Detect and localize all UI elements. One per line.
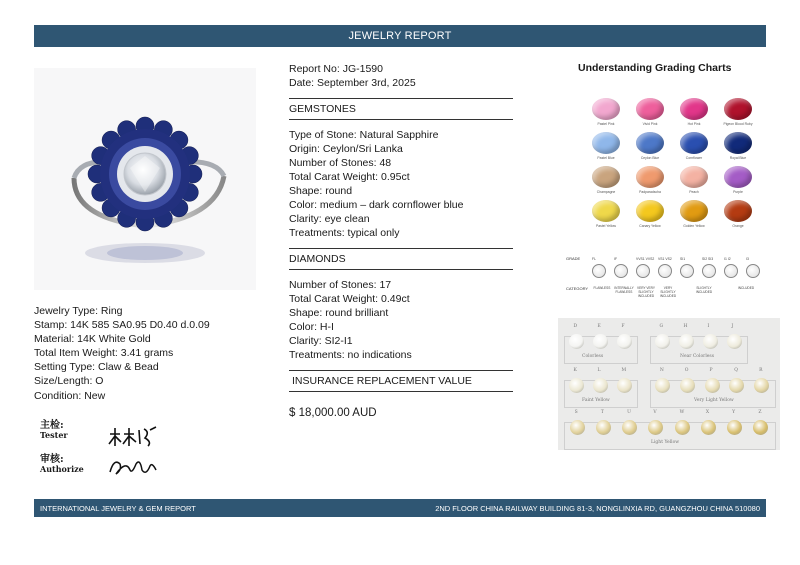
- color-grade-letter: P: [709, 368, 713, 373]
- clarity-diamond-icon: [724, 264, 738, 278]
- clarity-grade: I3: [746, 257, 749, 261]
- color-grade-letter: U: [627, 410, 631, 415]
- color-grade-diamond-icon: [570, 420, 585, 435]
- gemstone-shape: Shape: round: [289, 185, 353, 197]
- gemstones-list: [289, 128, 513, 240]
- color-grade-letter: X: [705, 410, 710, 415]
- color-grade-letter: W: [679, 410, 685, 415]
- gem-label: Cornflower: [685, 156, 703, 160]
- color-grade-letter: I: [707, 324, 710, 329]
- clarity-category: VERY VERY SLIGHTLY INCLUDED: [636, 286, 656, 298]
- gem-stone-icon: [680, 166, 708, 188]
- clarity-diamond-icon: [614, 264, 628, 278]
- color-grade-diamond-icon: [701, 420, 716, 435]
- color-grade-letter: H: [683, 324, 688, 329]
- color-grade-diamond-icon: [569, 378, 584, 393]
- diamond-color-scale-chart: [558, 318, 780, 450]
- color-grade-diamond-icon: [596, 420, 611, 435]
- clarity-diamond-icon: [680, 264, 694, 278]
- diamonds-list: [289, 278, 513, 362]
- color-group-name: Light Yellow: [651, 440, 680, 445]
- color-grade-letter: L: [597, 368, 601, 373]
- gem-stone-icon: [592, 166, 620, 188]
- gem-stone-icon: [592, 132, 620, 154]
- gemstone-count: Number of Stones: 48: [289, 157, 392, 169]
- gem-swatch: [586, 200, 626, 228]
- tester-label-en: Tester: [40, 430, 68, 440]
- gem-stone-icon: [680, 200, 708, 222]
- gem-swatch: [630, 166, 670, 194]
- clarity-grade: I1 I2: [724, 257, 731, 261]
- color-grade-diamond-icon: [617, 334, 632, 349]
- clarity-grade: SI1: [680, 257, 686, 261]
- gemstone-origin: Origin: Ceylon/Sri Lanka: [289, 143, 403, 155]
- gemstone-clarity: Clarity: eye clean: [289, 213, 370, 225]
- gem-label: Hot Pink: [687, 122, 701, 126]
- gem-label: Peach: [689, 190, 699, 194]
- color-group-name: Faint Yellow: [582, 398, 610, 403]
- authorize-label: [40, 450, 84, 474]
- color-grade-letter: J: [731, 324, 734, 329]
- gem-stone-icon: [724, 200, 752, 222]
- clarity-diamond-icon: [658, 264, 672, 278]
- color-grade-letter: D: [573, 324, 578, 329]
- gem-stone-icon: [724, 98, 752, 120]
- color-grade-diamond-icon: [754, 378, 769, 393]
- jewelry-details: [34, 304, 210, 403]
- ring-photo: [34, 68, 256, 290]
- gem-stone-icon: [680, 98, 708, 120]
- insurance-heading: INSURANCE REPLACEMENT VALUE: [289, 370, 513, 392]
- gem-stone-icon: [636, 200, 664, 222]
- gem-label: Canary Yellow: [639, 224, 661, 228]
- gem-label: Pastel Yellow: [596, 224, 616, 228]
- diamond-clarity: Clarity: SI2-I1: [289, 335, 353, 347]
- jewelry-type: Jewelry Type: Ring: [34, 305, 123, 317]
- clarity-grade: IF: [614, 257, 618, 261]
- gem-row: [586, 166, 758, 194]
- gem-label: Pastel Pink: [597, 122, 615, 126]
- color-grade-diamond-icon: [569, 334, 584, 349]
- gem-stone-icon: [636, 98, 664, 120]
- color-grade-diamond-icon: [705, 378, 720, 393]
- color-group-name: Colorless: [582, 354, 604, 359]
- report-date: Date: September 3rd, 2025: [289, 77, 416, 89]
- color-grade-diamond-icon: [679, 334, 694, 349]
- color-grade-letter: Q: [734, 368, 738, 373]
- color-grade-diamond-icon: [655, 378, 670, 393]
- color-grade-diamond-icon: [655, 334, 670, 349]
- gemstone-carat: Total Carat Weight: 0.95ct: [289, 171, 410, 183]
- gem-swatch: [674, 132, 714, 160]
- gem-swatch: [718, 200, 758, 228]
- clarity-grade: SI2 SI3: [702, 257, 714, 261]
- ring-illustration: [34, 68, 256, 290]
- clarity-category-label: CATEGORY: [566, 286, 589, 291]
- clarity-grade: VVS1 VVS2: [636, 257, 655, 261]
- grading-charts-title: Understanding Grading Charts: [578, 62, 732, 74]
- gem-stone-icon: [724, 132, 752, 154]
- gem-color-grid: [586, 98, 766, 234]
- gem-label: Padparadscha: [639, 190, 661, 194]
- clarity-diamond-icon: [746, 264, 760, 278]
- gem-swatch: [586, 166, 626, 194]
- gem-swatch: [718, 166, 758, 194]
- gem-row: [586, 132, 758, 160]
- gem-swatch: [718, 132, 758, 160]
- insurance-value: $ 18,000.00 AUD: [289, 407, 377, 419]
- gem-stone-icon: [724, 166, 752, 188]
- signature-block: [40, 416, 170, 478]
- jewelry-setting: Setting Type: Claw & Bead: [34, 361, 159, 374]
- report-main-column: [289, 62, 513, 420]
- gem-label: Pastel Blue: [597, 156, 615, 160]
- gem-stone-icon: [680, 132, 708, 154]
- report-header-bar: [34, 25, 766, 47]
- diamond-shape: Shape: round brilliant: [289, 307, 389, 319]
- gem-stone-icon: [636, 166, 664, 188]
- report-title: JEWELRY REPORT: [348, 30, 452, 42]
- tester-label-cn: 主检:: [40, 420, 64, 431]
- authorize-label-en: Authorize: [40, 464, 84, 474]
- color-group-name: Very Light Yellow: [694, 398, 734, 403]
- color-grade-letter: V: [653, 410, 657, 415]
- color-grade-diamond-icon: [593, 378, 608, 393]
- report-number: Report No: JG-1590: [289, 63, 383, 75]
- gem-label: Royal Blue: [729, 156, 747, 160]
- gem-row: [586, 200, 758, 228]
- gem-label: Golden Yellow: [683, 224, 705, 228]
- gem-swatch: [630, 200, 670, 228]
- color-grade-diamond-icon: [593, 334, 608, 349]
- clarity-category: SLIGHTLY INCLUDED: [695, 286, 713, 294]
- clarity-category: FLAWLESS: [593, 286, 611, 290]
- jewelry-condition: Condition: New: [34, 389, 106, 402]
- diamond-treatments: Treatments: no indications: [289, 349, 412, 361]
- gem-swatch: [674, 166, 714, 194]
- color-grade-letter: Z: [758, 410, 762, 415]
- clarity-category: VERY SLIGHTLY INCLUDED: [659, 286, 677, 298]
- color-grade-letter: G: [659, 324, 664, 329]
- clarity-grade-label: GRADE: [566, 256, 581, 261]
- gemstone-type: Type of Stone: Natural Sapphire: [289, 129, 439, 141]
- color-grade-diamond-icon: [703, 334, 718, 349]
- color-grade-diamond-icon: [727, 334, 742, 349]
- jewelry-stamp: Stamp: 14K 585 SA0.95 D0.40 d.0.09: [34, 319, 210, 332]
- color-group-name: Near Colorless: [680, 354, 715, 359]
- diamond-color: Color: H-I: [289, 321, 334, 333]
- gem-stone-icon: [592, 200, 620, 222]
- handwritten-signatures: [106, 424, 166, 478]
- diamond-carat: Total Carat Weight: 0.49ct: [289, 293, 410, 305]
- footer-address: 2ND FLOOR CHINA RAILWAY BUILDING 81-3, NONGLINXIA RD, GUANGZHOU CHINA 510080: [435, 503, 760, 513]
- footer-organization: INTERNATIONAL JEWELRY & GEM REPORT: [40, 503, 196, 513]
- gem-swatch: [586, 98, 626, 126]
- color-grade-letter: K: [573, 368, 577, 373]
- gem-label: Pigeon Blood Ruby: [723, 122, 753, 126]
- color-grade-letter: F: [621, 324, 625, 329]
- gemstones-heading: GEMSTONES: [289, 98, 513, 120]
- color-grade-diamond-icon: [617, 378, 632, 393]
- color-grade-letter: S: [574, 410, 578, 415]
- clarity-diamond-icon: [592, 264, 606, 278]
- gem-stone-icon: [592, 98, 620, 120]
- gem-label: Champagne: [596, 190, 616, 194]
- jewelry-weight: Total Item Weight: 3.41 grams: [34, 347, 174, 360]
- color-grade-letter: M: [621, 368, 627, 373]
- gem-swatch: [630, 132, 670, 160]
- diamond-count: Number of Stones: 17: [289, 279, 392, 291]
- color-grade-letter: T: [600, 410, 604, 415]
- color-grade-letter: Y: [732, 410, 736, 415]
- jewelry-material: Material: 14K White Gold: [34, 333, 151, 346]
- authorize-label-cn: 审核:: [40, 454, 64, 465]
- gem-label: Ceylon Blue: [640, 156, 660, 160]
- gem-label: Purple: [733, 190, 743, 194]
- clarity-grade: VS1 VS2: [658, 257, 672, 261]
- clarity-diamond-icon: [702, 264, 716, 278]
- clarity-diamond-icon: [636, 264, 650, 278]
- jewelry-size: Size/Length: O: [34, 375, 104, 388]
- color-grade-letter: O: [684, 368, 689, 373]
- gem-swatch: [586, 132, 626, 160]
- gem-stone-icon: [636, 132, 664, 154]
- color-grade-letter: E: [597, 324, 601, 329]
- color-grade-diamond-icon: [680, 378, 695, 393]
- clarity-category: INTERNALLY FLAWLESS: [614, 286, 634, 294]
- color-grade-diamond-icon: [675, 420, 690, 435]
- clarity-category: INCLUDED: [737, 286, 755, 290]
- clarity-grade: FL: [592, 257, 596, 261]
- color-grade-letter: R: [759, 368, 763, 373]
- gem-label: Orange: [732, 224, 744, 228]
- gemstone-color: Color: medium – dark cornflower blue: [289, 199, 464, 211]
- gem-swatch: [674, 200, 714, 228]
- diamonds-heading: DIAMONDS: [289, 248, 513, 270]
- tester-label: [40, 416, 68, 440]
- gemstone-treatments: Treatments: typical only: [289, 227, 400, 239]
- report-footer-bar: [34, 499, 766, 517]
- gem-swatch: [630, 98, 670, 126]
- gem-row: [586, 98, 758, 126]
- gem-label: Vivid Pink: [642, 122, 658, 126]
- gem-swatch: [718, 98, 758, 126]
- color-grade-letter: N: [659, 368, 664, 373]
- gem-swatch: [674, 98, 714, 126]
- clarity-scale-chart: [566, 252, 771, 298]
